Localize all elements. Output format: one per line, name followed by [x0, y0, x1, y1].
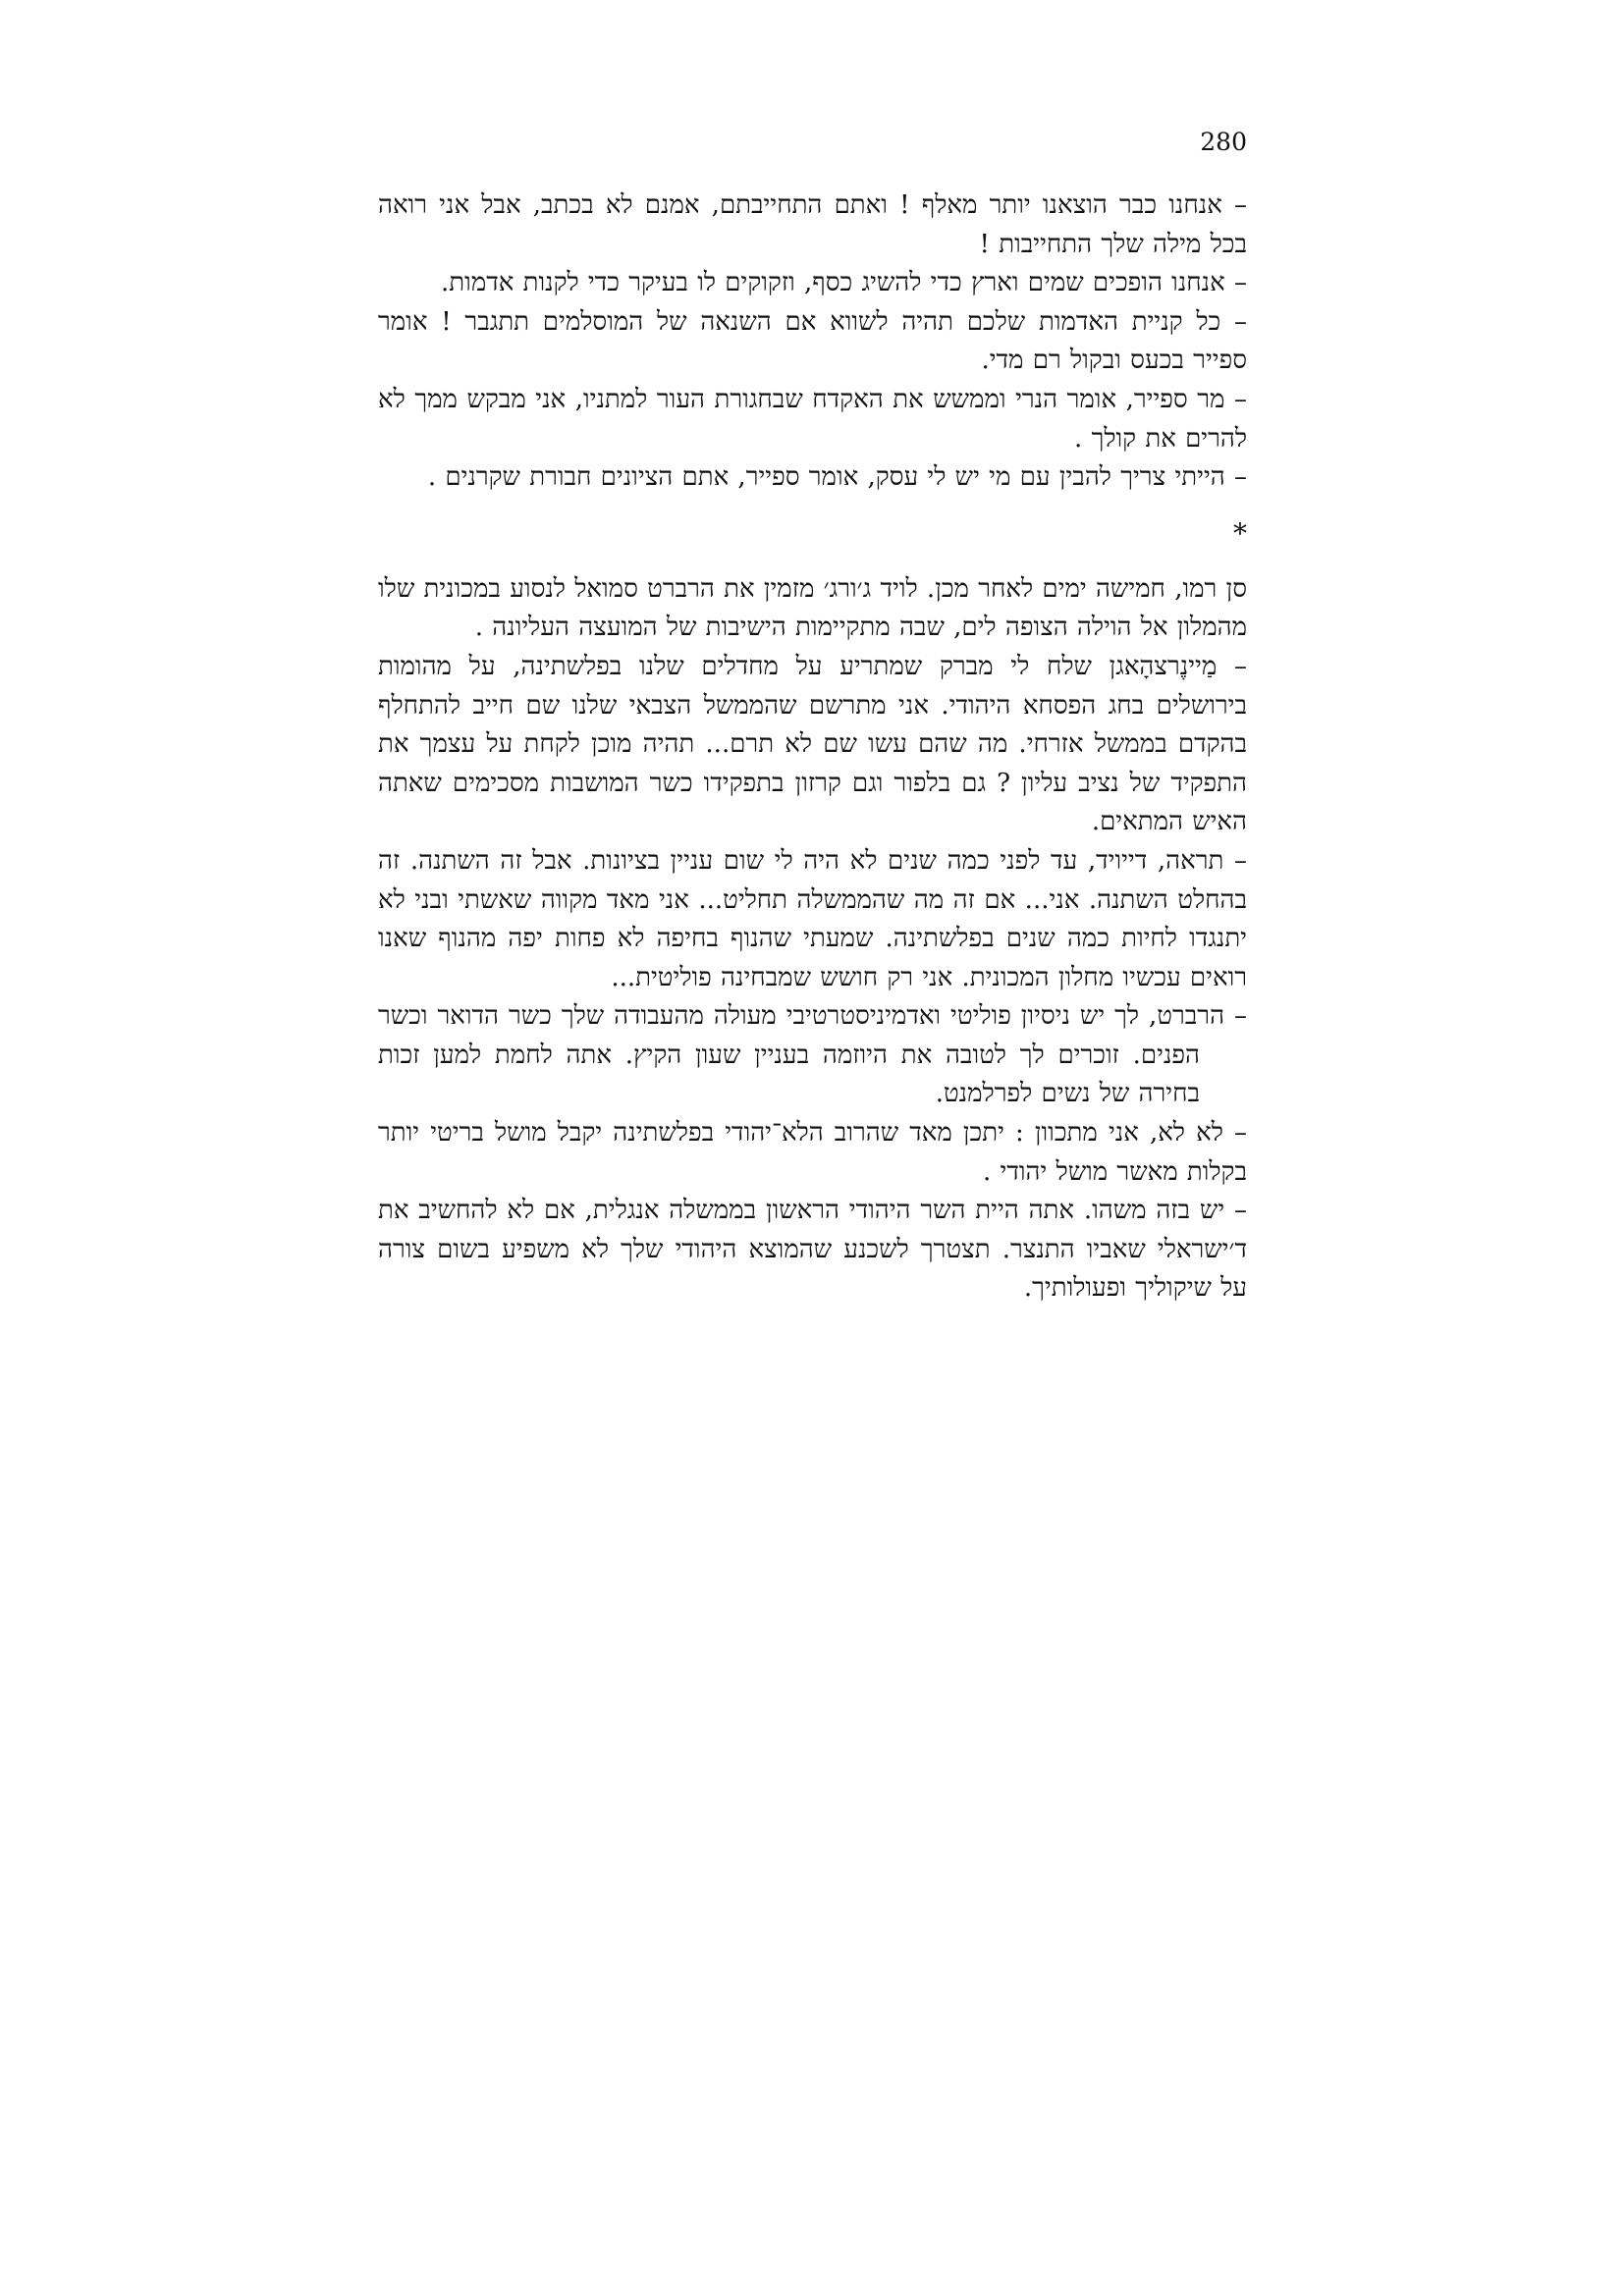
paragraph: – יש בזה משהו. אתה היית השר היהודי הראשון בממשלה אנגלית, אם לא להחשיב את ד׳ישראלי שאביו התנצר. תצטרך לשכנע שהמוצא היהודי שלך לא משפיע בשום צורה על שיקוליך ופעולותיך. — [378, 1196, 1247, 1304]
paragraph-indented: – הרברט, לך יש ניסיון פוליטי ואדמיניסטרטיבי מעולה מהעבודה שלך כשר הדואר וכשר הפנים. זוכרים לך לטובה את היוזמה בעניין שעון הקיץ. אתה לחמת למען זכות בחירה של נשים לפרלמנט. — [378, 1001, 1247, 1109]
paragraph: – מר ספייר, אומר הנרי וממשש את האקדח שבחגורת העור למתניו, אני מבקש ממך לא להרים את קולך . — [378, 384, 1247, 454]
paragraph: – תראה, דייויד, עד לפני כמה שנים לא היה לי שום עניין בציונות. אבל זה השתנה. זה בהחלט השתנה. אני... אם זה מה שהממשלה תחליט... אני מאד מקווה שאשתי ובני לא יתנגדו לחיות כמה שנים בפלשתינה. שמעתי שהנוף בחיפה לא פחות יפה מהנוף שאנו רואים עכשיו מחלון המכונית. אני רק חושש שמבחינה פוליטית... — [378, 845, 1247, 992]
paragraph: – אנחנו כבר הוצאנו יותר מאלף ! ואתם התחייבתם, אמנם לא בכתב, אבל אני רואה בכל מילה שלך התחייבות ! — [378, 190, 1247, 259]
paragraph: – מַיינֶרצהָאגן שלח לי מברק שמתריע על מחדלים שלנו בפלשתינה, על מהומות בירושלים בחג הפסחא היהודי. אני מתרשם שהממשל הצבאי שלנו שם חייב להתחלף בהקדם בממשל אזרחי. מה שהם עשו שם לא תרם... תהיה מוכן לקחת על עצמך את התפקיד של נציב עליון ? גם בלפור וגם קרזון בתפקידו כשר המושבות מסכימים שאתה האיש המתאים. — [378, 651, 1248, 837]
paragraph: – הייתי צריך להבין עם מי יש לי עסק, אומר ספייר, אתם הציונים חבורת שקרנים . — [427, 462, 1247, 493]
paragraph: – כל קניית האדמות שלכם תהיה לשווא אם השנאה של המוסלמים תתגבר ! אומר ספייר בכעס ובקול רם מדי. — [378, 306, 1247, 376]
paragraph: – אנחנו הופכים שמים וארץ כדי להשיג כסף, וזקוקים לו בעיקר כדי לקנות אדמות. — [441, 268, 1247, 298]
paragraph: סן רמו, חמישה ימים לאחר מכן. לויד ג׳ורג׳ מזמין את הרברט סמואל לנסוע במכונית שלו מהמלון אל הוילה הצופה לים, שבה מתקיימות הישיבות של המועצה העליונה . — [378, 573, 1247, 643]
section-separator: * — [1233, 516, 1247, 550]
paragraph: – לא לא, אני מתכוון : יתכן מאד שהרוב הלא־יהודי בפלשתינה יקבל מושל בריטי יותר בקלות מאשר מושל יהודי . — [378, 1118, 1247, 1187]
page-number: 280 — [1200, 128, 1247, 156]
dialogue-section — [378, 187, 1247, 1308]
